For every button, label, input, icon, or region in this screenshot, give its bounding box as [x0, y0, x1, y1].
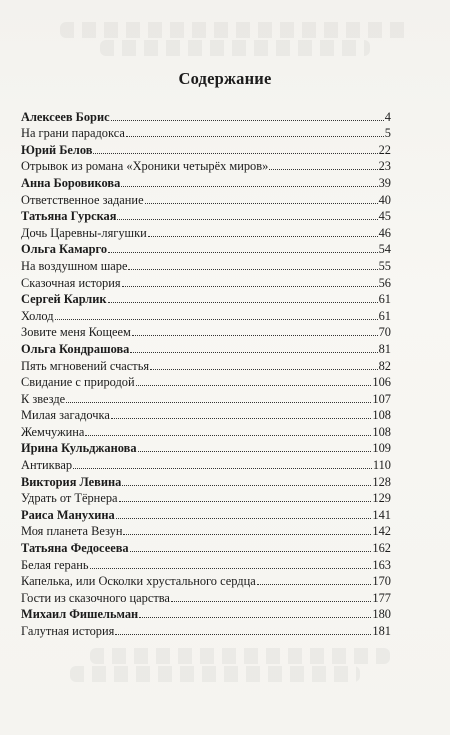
toc-work-row	[21, 356, 391, 373]
work-title: Свидание с природой	[21, 375, 135, 390]
page-number: 108	[372, 408, 391, 423]
page-number: 107	[372, 391, 391, 406]
dot-leader	[121, 186, 377, 187]
toc-work-row	[21, 373, 391, 390]
author-name: Виктория Левина	[21, 474, 122, 489]
show-through-text	[90, 648, 390, 664]
page-number: 142	[372, 524, 391, 539]
work-title: Ответственное задание	[21, 192, 144, 207]
work-title: Холод	[21, 308, 54, 323]
dot-leader	[111, 418, 372, 419]
table-of-contents	[21, 107, 391, 638]
work-title: Моя планета Везун	[21, 524, 123, 539]
author-name: Раиса Манухина	[21, 507, 115, 522]
page-number: 181	[372, 624, 391, 638]
dot-leader	[73, 468, 372, 469]
toc-author-row	[21, 339, 391, 356]
dot-leader	[85, 435, 371, 436]
toc-work-row	[21, 306, 391, 323]
dot-leader	[139, 617, 371, 618]
page-number: 128	[372, 474, 391, 489]
dot-leader	[122, 485, 371, 486]
page-number: 106	[372, 375, 391, 390]
dot-leader	[171, 601, 371, 602]
work-title: Гости из сказочного царства	[21, 590, 170, 605]
page-title: Содержание	[178, 69, 272, 88]
page-number: 170	[372, 574, 391, 589]
author-name: Татьяна Гурская	[21, 209, 117, 224]
page-number: 109	[372, 441, 391, 456]
author-name: Юрий Белов	[21, 142, 93, 157]
dot-leader	[257, 584, 372, 585]
toc-work-row	[21, 621, 391, 638]
page-number: 55	[378, 258, 391, 273]
page-number: 39	[378, 175, 391, 190]
author-name: Михаил Фишельман	[21, 607, 139, 622]
dot-leader	[122, 286, 378, 287]
author-name: Ольга Камарго	[21, 242, 108, 257]
toc-author-row	[21, 240, 391, 257]
work-title: К звезде	[21, 391, 66, 406]
page-number: 180	[372, 607, 391, 622]
work-title: Отрывок из романа «Хроники четырёх миров»	[21, 159, 269, 174]
dot-leader	[108, 302, 378, 303]
page-number: 163	[372, 557, 391, 572]
page-number: 5	[384, 126, 391, 141]
page-number: 4	[384, 109, 391, 124]
dot-leader	[138, 451, 372, 452]
author-name: Сергей Карлик	[21, 292, 107, 307]
work-title: Сказочная история	[21, 275, 121, 290]
page-number: 177	[372, 590, 391, 605]
page-number: 45	[378, 209, 391, 224]
page-number: 61	[378, 308, 391, 323]
author-name: Ирина Кульджанова	[21, 441, 137, 456]
author-name: Ольга Кондрашова	[21, 341, 130, 356]
page-number: 56	[378, 275, 391, 290]
toc-work-row	[21, 406, 391, 423]
toc-work-row	[21, 157, 391, 174]
toc-author-row	[21, 472, 391, 489]
page-number: 81	[378, 341, 391, 356]
toc-work-row	[21, 223, 391, 240]
page-number: 82	[378, 358, 391, 373]
work-title: Жемчужина	[21, 424, 85, 439]
toc-author-row	[21, 439, 391, 456]
page-number: 54	[378, 242, 391, 257]
author-name: Анна Боровикова	[21, 175, 121, 190]
dot-leader	[145, 203, 378, 204]
author-name: Татьяна Федосеева	[21, 541, 129, 556]
work-title: На воздушном шаре	[21, 258, 128, 273]
toc-author-row	[21, 605, 391, 622]
dot-leader	[269, 169, 377, 170]
work-title: На грани парадокса	[21, 126, 125, 141]
work-title: Белая герань	[21, 557, 89, 572]
dot-leader	[117, 219, 377, 220]
page-number: 141	[372, 507, 391, 522]
toc-author-row	[21, 207, 391, 224]
page-number: 110	[372, 458, 391, 473]
author-name: Алексеев Борис	[21, 109, 110, 124]
toc-work-row	[21, 455, 391, 472]
toc-work-row	[21, 256, 391, 273]
toc-work-row	[21, 588, 391, 605]
dot-leader	[150, 369, 378, 370]
dot-leader	[130, 352, 377, 353]
dot-leader	[115, 634, 371, 635]
dot-leader	[93, 153, 377, 154]
toc-work-row	[21, 190, 391, 207]
work-title: Пять мгновений счастья	[21, 358, 150, 373]
toc-author-row	[21, 107, 391, 124]
dot-leader	[148, 236, 378, 237]
work-title: Дочь Царевны-лягушки	[21, 225, 147, 240]
toc-work-row	[21, 422, 391, 439]
page-number: 46	[378, 225, 391, 240]
toc-work-row	[21, 522, 391, 539]
dot-leader	[55, 319, 378, 320]
toc-author-row	[21, 538, 391, 555]
dot-leader	[126, 136, 384, 137]
dot-leader	[111, 120, 384, 121]
dot-leader	[130, 551, 372, 552]
page-number: 162	[372, 541, 391, 556]
toc-work-row	[21, 572, 391, 589]
toc-work-row	[21, 273, 391, 290]
work-title: Зовите меня Кощеем	[21, 325, 131, 340]
dot-leader	[123, 534, 371, 535]
toc-work-row	[21, 555, 391, 572]
work-title: Капелька, или Осколки хрустального сердца	[21, 574, 256, 589]
toc-author-row	[21, 505, 391, 522]
show-through-text	[100, 40, 370, 56]
show-through-text	[70, 666, 360, 682]
dot-leader	[66, 402, 371, 403]
show-through-text	[60, 22, 410, 38]
dot-leader	[132, 335, 378, 336]
toc-author-row	[21, 173, 391, 190]
dot-leader	[128, 269, 377, 270]
work-title: Удрать от Тёрнера	[21, 491, 118, 506]
page-number: 70	[378, 325, 391, 340]
toc-author-row	[21, 290, 391, 307]
toc-work-row	[21, 389, 391, 406]
work-title: Антиквар	[21, 458, 73, 473]
toc-work-row	[21, 489, 391, 506]
work-title: Галутная история	[21, 624, 115, 638]
dot-leader	[116, 518, 372, 519]
page-number: 129	[372, 491, 391, 506]
page-number: 22	[378, 142, 391, 157]
page-number: 108	[372, 424, 391, 439]
toc-author-row	[21, 140, 391, 157]
page-number: 61	[378, 292, 391, 307]
page-number: 23	[378, 159, 391, 174]
dot-leader	[108, 252, 378, 253]
dot-leader	[90, 568, 372, 569]
dot-leader	[119, 501, 372, 502]
toc-work-row	[21, 124, 391, 141]
toc-work-row	[21, 323, 391, 340]
dot-leader	[136, 385, 372, 386]
page-number: 40	[378, 192, 391, 207]
work-title: Милая загадочка	[21, 408, 110, 423]
